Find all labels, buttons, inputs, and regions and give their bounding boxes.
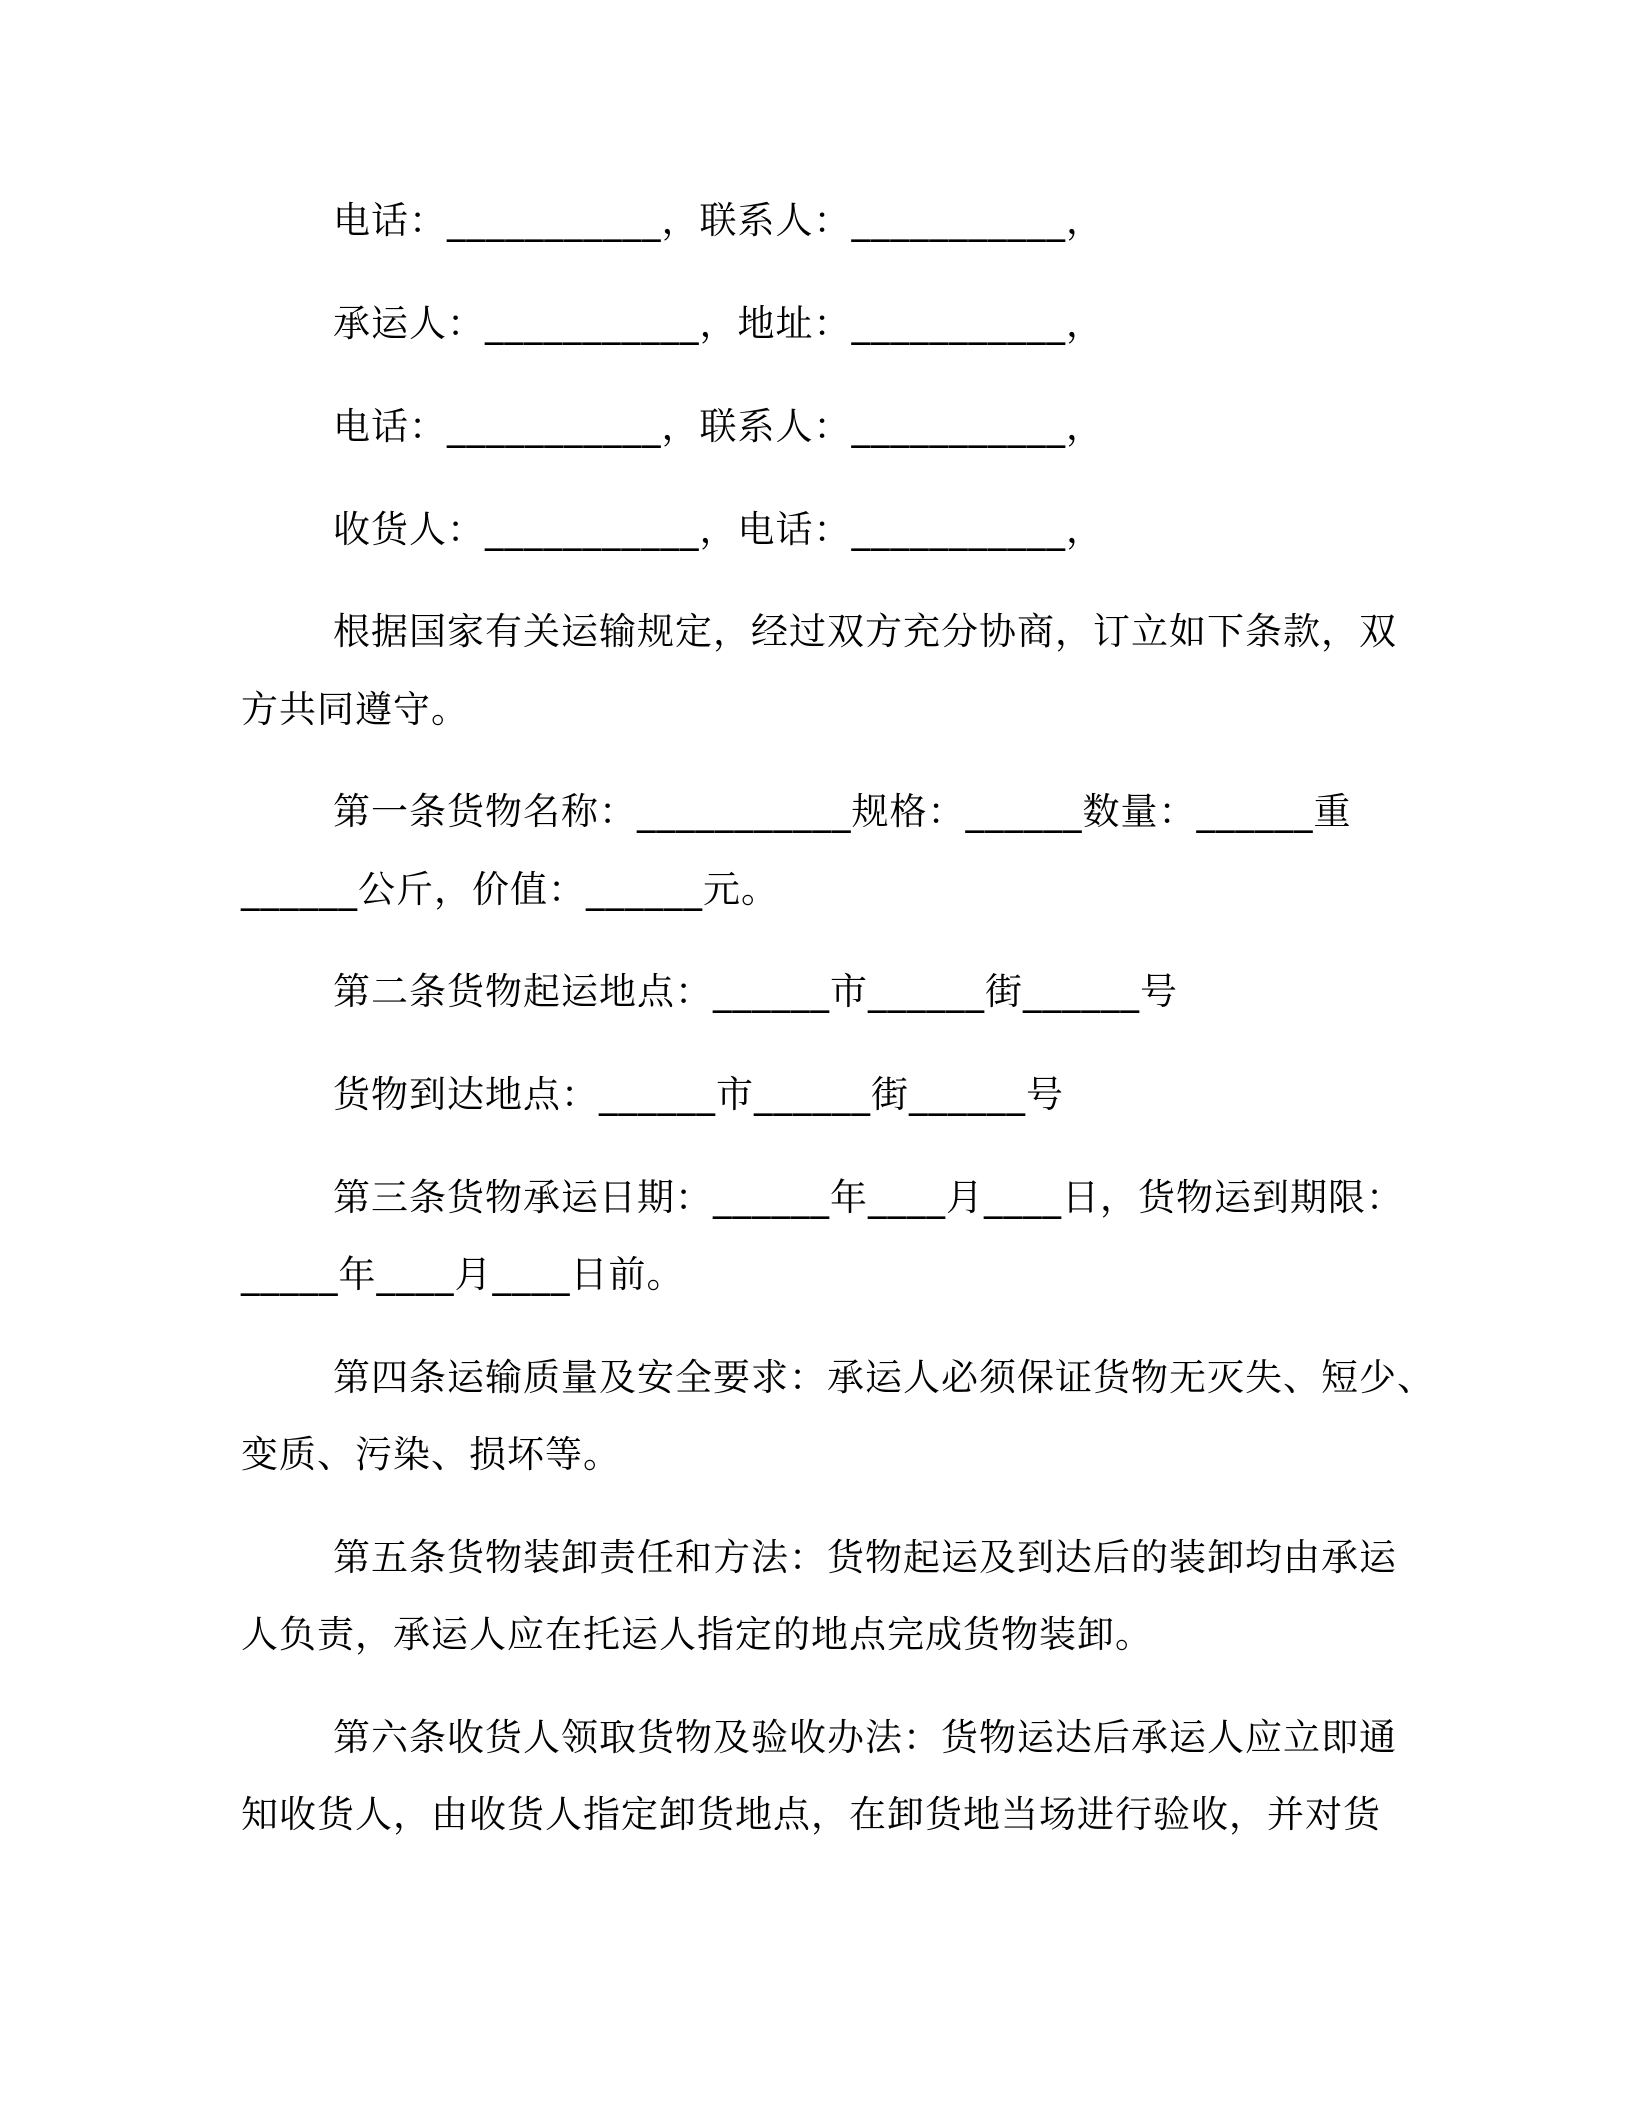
article-1-line-1: 第一条货物名称：___________规格：______数量：______重 [333, 790, 1352, 833]
preamble-line-1: 根据国家有关运输规定，经过双方充分协商，订立如下条款，双 [333, 610, 1397, 653]
article-5-line-1: 第五条货物装卸责任和方法：货物起运及到达后的装卸均由承运 [333, 1536, 1397, 1579]
consignee-phone-line: 收货人：___________，电话：___________， [333, 508, 1104, 551]
article-2-destination-line: 货物到达地点：______市______街______号 [333, 1073, 1064, 1116]
article-5-line-2: 人负责，承运人应在托运人指定的地点完成货物装卸。 [241, 1613, 1153, 1656]
article-6-line-1: 第六条收货人领取货物及验收办法：货物运达后承运人应立即通 [333, 1716, 1397, 1759]
preamble-line-2: 方共同遵守。 [241, 688, 469, 731]
shipper-phone-contact-line: 电话：___________，联系人：___________， [333, 199, 1104, 242]
article-3-line-2: _____年____月____日前。 [241, 1253, 685, 1296]
article-2-origin-line: 第二条货物起运地点：______市______街______号 [333, 970, 1178, 1013]
article-6-line-2: 知收货人，由收货人指定卸货地点，在卸货地当场进行验收，并对货 [241, 1793, 1381, 1836]
carrier-address-line: 承运人：___________，地址：___________， [333, 302, 1104, 345]
carrier-phone-contact-line: 电话：___________，联系人：___________， [333, 405, 1104, 448]
article-3-line-1: 第三条货物承运日期：______年____月____日，货物运到期限： [333, 1176, 1404, 1219]
article-4-line-2: 变质、污染、损坏等。 [241, 1433, 621, 1476]
article-1-line-2: ______公斤，价值：______元。 [241, 868, 779, 911]
article-4-line-1: 第四条运输质量及安全要求：承运人必须保证货物无灭失、短少、 [333, 1356, 1435, 1399]
